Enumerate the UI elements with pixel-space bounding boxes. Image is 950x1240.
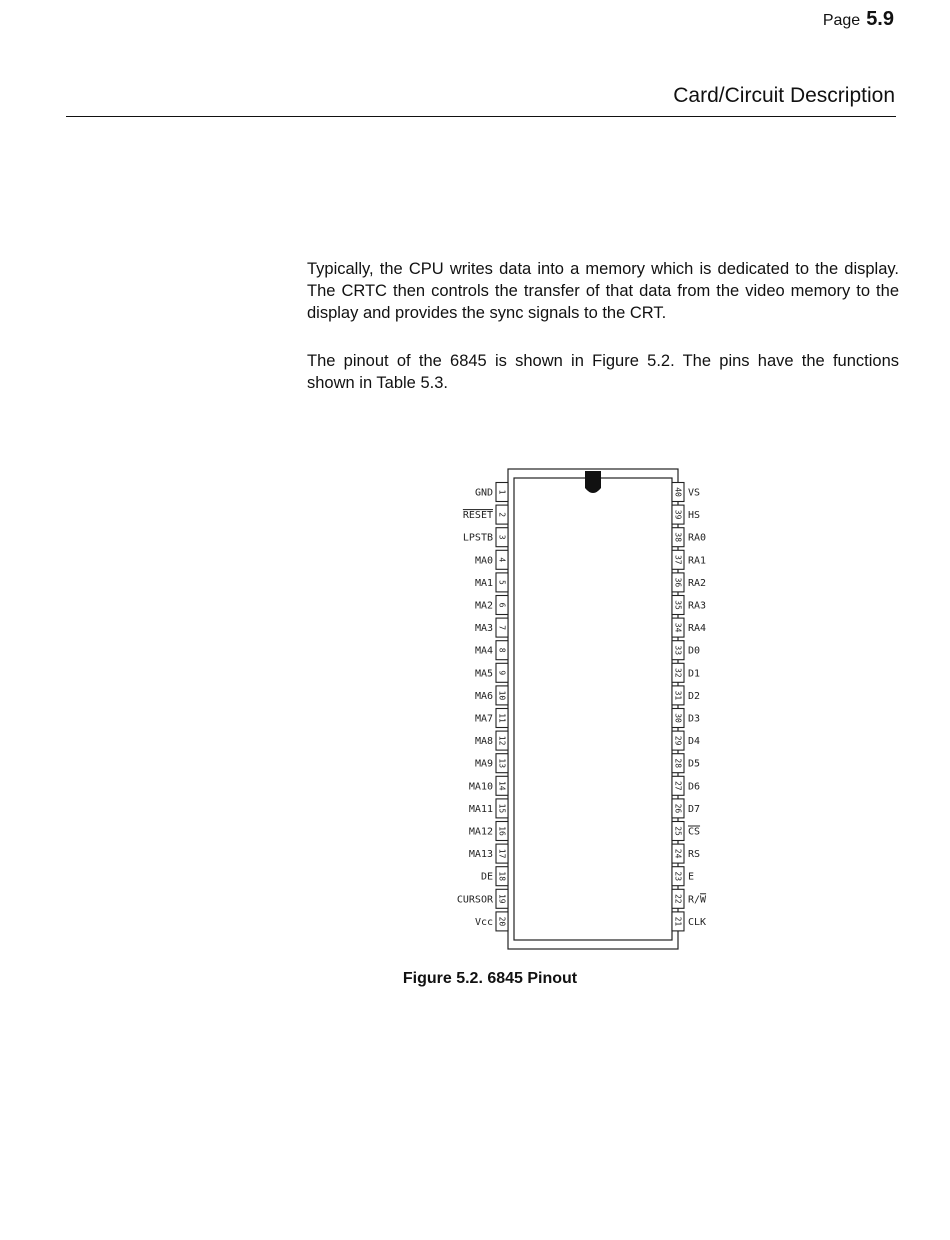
pin-24-label: RS [688, 849, 701, 861]
pin-13 [475, 752, 508, 775]
pin-24 [672, 842, 700, 865]
pin-10-label: MA6 [474, 690, 493, 702]
pin-20-label: Vcc [474, 916, 493, 928]
pin-15-number: 15 [497, 803, 507, 814]
pin-31-label: D2 [688, 690, 701, 702]
pin-28-label: D5 [688, 758, 701, 770]
pin-5-label: MA1 [474, 577, 493, 589]
pin-38 [672, 526, 706, 549]
pin-6-number: 6 [497, 602, 507, 608]
pin-39-label: HS [688, 510, 701, 522]
pin-4 [475, 548, 508, 571]
pin-22-label: R/W [688, 894, 707, 906]
pin-36-number: 36 [673, 577, 683, 588]
figure-caption: Figure 5.2. 6845 Pinout [402, 970, 578, 987]
pin-4-label: MA0 [474, 555, 493, 567]
pin-30-number: 30 [673, 713, 683, 723]
pin-18 [481, 865, 508, 888]
pin-14-label: MA10 [468, 781, 493, 793]
page-number [823, 8, 894, 31]
pin-26-label: D7 [688, 803, 701, 815]
pin-23-number: 23 [673, 871, 683, 882]
pin-5-number: 5 [497, 579, 507, 585]
pin-40 [672, 481, 700, 504]
pin-9-label: MA5 [474, 668, 493, 680]
pin-28-number: 28 [673, 758, 683, 769]
pin-30 [672, 707, 700, 730]
pin-19-number: 19 [497, 893, 507, 904]
pin-32-number: 32 [673, 667, 683, 678]
pin-11-label: MA7 [474, 713, 493, 725]
chip-diagram [430, 462, 730, 962]
pin-20-number: 20 [497, 916, 507, 927]
pin-18-label: DE [480, 871, 493, 883]
pin-35-label: RA3 [688, 600, 707, 612]
pin-23 [672, 865, 694, 888]
pin-37-number: 37 [673, 554, 683, 565]
pin-38-label: RA0 [688, 532, 707, 544]
pinout-figure [430, 462, 730, 962]
pin-1 [475, 481, 508, 504]
pin-31-number: 31 [673, 690, 683, 701]
pin-11 [475, 707, 508, 730]
pin-26-number: 26 [673, 803, 683, 814]
pin-24-number: 24 [673, 848, 683, 859]
pin-12 [475, 729, 508, 752]
pin-16-label: MA12 [468, 826, 493, 838]
pin-3-label: LPSTB [462, 532, 493, 544]
pin-22 [672, 887, 707, 910]
pin-25-label: CS [688, 826, 701, 838]
pin-6-label: MA2 [474, 600, 493, 612]
pin-7-number: 7 [497, 625, 507, 631]
pin-19 [457, 887, 508, 910]
pin-13-label: MA9 [474, 758, 493, 770]
pin-29 [672, 729, 700, 752]
pin-39 [672, 503, 700, 526]
pin-27 [672, 774, 700, 797]
header-rule [66, 116, 896, 117]
pin-20 [475, 910, 508, 933]
pin-3-number: 3 [497, 534, 507, 540]
orientation-notch [585, 471, 601, 493]
pin-19-label: CURSOR [456, 894, 493, 906]
pin-34-number: 34 [673, 622, 683, 633]
pin-14-number: 14 [497, 780, 507, 791]
pin-7-label: MA3 [474, 623, 493, 635]
pin-5 [475, 571, 508, 594]
pin-30-label: D3 [688, 713, 701, 725]
pin-32-label: D1 [688, 668, 701, 680]
chip-body [508, 469, 678, 949]
pin-36-label: RA2 [688, 577, 707, 589]
section-title: Card/Circuit Description [673, 84, 895, 107]
pin-17 [469, 842, 508, 865]
pin-39-number: 39 [673, 509, 683, 520]
pin-25 [672, 820, 700, 843]
pin-35-number: 35 [673, 600, 683, 610]
pin-33-label: D0 [688, 645, 701, 657]
pin-1-number: 1 [497, 489, 507, 495]
pin-7 [475, 616, 508, 639]
pin-23-label: E [688, 871, 695, 883]
pin-6 [475, 594, 508, 617]
pin-15 [469, 797, 508, 820]
pin-8 [475, 639, 508, 662]
pin-32 [672, 661, 700, 684]
pin-3 [463, 526, 508, 549]
pin-16-number: 16 [497, 826, 507, 836]
pin-29-number: 29 [673, 735, 683, 746]
pin-2-number: 2 [497, 512, 507, 518]
pin-27-number: 27 [673, 780, 683, 791]
pin-14 [469, 774, 508, 797]
pin-8-label: MA4 [474, 645, 493, 657]
pin-1-label: GND [474, 487, 493, 499]
left-pin-column [457, 481, 508, 933]
pin-37 [672, 548, 706, 571]
pin-36 [672, 571, 706, 594]
pin-17-label: MA13 [468, 849, 493, 861]
pin-2-label: RESET [462, 510, 493, 522]
pin-38-number: 38 [673, 532, 683, 543]
pin-12-label: MA8 [474, 736, 493, 748]
pin-27-label: D6 [688, 781, 701, 793]
pin-10-number: 10 [497, 690, 507, 701]
pin-9 [475, 661, 508, 684]
page-number-value: 5.9 [866, 8, 894, 30]
pin-21-number: 21 [673, 916, 683, 927]
pin-22-number: 22 [673, 893, 683, 904]
pin-11-number: 11 [497, 713, 507, 723]
pin-40-number: 40 [673, 487, 683, 497]
pin-33-number: 33 [673, 645, 683, 656]
pin-40-label: VS [688, 487, 701, 499]
pin-26 [672, 797, 700, 820]
pin-34-label: RA4 [688, 623, 707, 635]
pin-29-label: D4 [688, 736, 701, 748]
pin-21-label: CLK [688, 916, 707, 928]
chip-inner-body [514, 478, 672, 940]
pin-13-number: 13 [497, 758, 507, 769]
pin-9-number: 9 [497, 670, 507, 676]
pin-31 [672, 684, 700, 707]
page-label: Page [822, 12, 861, 29]
pin-33 [672, 639, 700, 662]
pin-12-number: 12 [497, 735, 507, 746]
pin-37-label: RA1 [688, 555, 707, 567]
pin-16 [469, 820, 508, 843]
pin-25-number: 25 [673, 826, 683, 836]
pin-10 [475, 684, 508, 707]
paragraph-crtc-overview: Typically, the CPU writes data into a memory which is dedicated to the display. The CRTC then controls the transfer of that data from the video memory to the display and provides the sync signals to the CRT. [307, 260, 899, 322]
pin-21 [672, 910, 706, 933]
pin-17-number: 17 [497, 848, 507, 859]
paragraph-pinout-intro: The pinout of the 6845 is shown in Figure 5.2. The pins have the functions shown in Table 5.3. [307, 352, 899, 392]
pin-18-number: 18 [497, 871, 507, 882]
pin-8-number: 8 [497, 647, 507, 653]
right-pin-column [672, 481, 707, 933]
pin-34 [672, 616, 706, 639]
pin-28 [672, 752, 700, 775]
pin-2 [463, 503, 508, 526]
pin-15-label: MA11 [468, 803, 493, 815]
pin-4-number: 4 [497, 557, 507, 563]
pin-35 [672, 594, 706, 617]
